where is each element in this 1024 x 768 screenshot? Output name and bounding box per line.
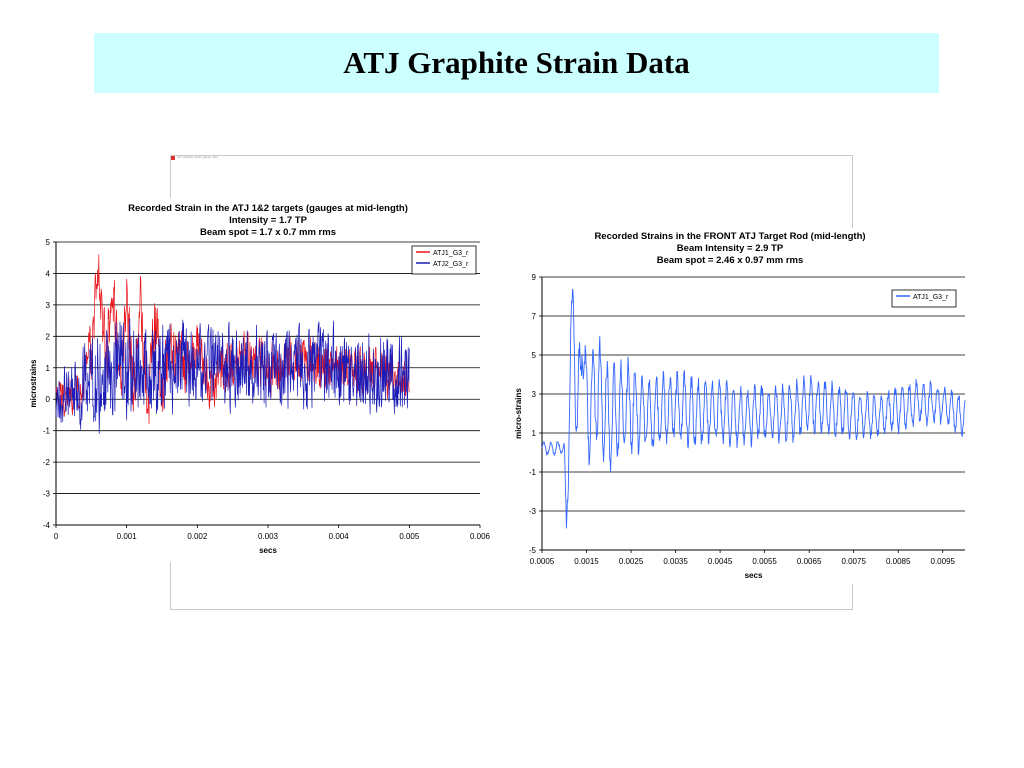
x-tick-label: 0.0065	[796, 557, 822, 566]
legend	[412, 246, 476, 274]
legend	[892, 290, 956, 307]
y-tick-label: 1	[531, 429, 536, 438]
y-tick-label: 3	[45, 300, 50, 310]
legend-label: ATJ2_G3_r	[433, 261, 469, 268]
series-line-atj1-g3-r	[542, 289, 965, 529]
legend-label: ATJ1_G3_r	[433, 250, 469, 257]
x-tick-label: 0.002	[187, 532, 208, 541]
x-tick-label: 0.0075	[841, 557, 866, 566]
x-tick-label: 0.0045	[707, 557, 733, 566]
x-tick-label: 0.001	[116, 532, 137, 541]
y-tick-label: 4	[45, 269, 50, 279]
x-tick-label: 0	[53, 532, 59, 541]
y-tick-label: -1	[528, 468, 536, 477]
chart-title-line: Recorded Strains in the FRONT ATJ Target Rod (mid-length)	[594, 231, 866, 242]
chart-title-line: Beam spot = 1.7 x 0.7 mm rms	[200, 227, 336, 238]
x-tick-label: 0.0055	[752, 557, 777, 566]
y-tick-label: -3	[528, 507, 536, 516]
x-tick-label: 0.0095	[930, 557, 955, 566]
embedded-object-icon	[171, 156, 175, 160]
x-tick-label: 0.004	[328, 532, 349, 541]
x-axis-label: secs	[744, 571, 763, 580]
x-tick-label: 0.0035	[663, 557, 688, 566]
x-tick-label: 0.005	[399, 532, 420, 541]
x-tick-label: 0.0005	[529, 557, 555, 566]
embedded-object-caption: ATJ graphite strain gauge data	[177, 155, 218, 159]
slide-title: ATJ Graphite Strain Data	[343, 45, 690, 80]
y-axis-label: micro-strains	[514, 388, 523, 439]
x-tick-label: 0.006	[469, 532, 491, 541]
y-tick-label: 7	[531, 312, 536, 321]
y-axis-label: microstrains	[29, 359, 38, 408]
chart-title-line: Recorded Strain in the ATJ 1&2 targets (gauges at mid-length)	[128, 203, 408, 214]
chart-right-panel	[510, 228, 972, 584]
y-tick-label: 2	[45, 332, 50, 342]
y-tick-label: 5	[45, 238, 50, 247]
legend-label: ATJ1_G3_r	[913, 294, 949, 301]
y-tick-label: -2	[42, 458, 50, 468]
title-banner	[94, 33, 939, 93]
x-tick-label: 0.0025	[618, 557, 644, 566]
y-tick-label: -4	[42, 521, 50, 530]
chart-title-line: Intensity = 1.7 TP	[229, 215, 307, 226]
chart-title-line: Beam spot = 2.46 x 0.97 mm rms	[656, 255, 804, 266]
chart-left-panel	[28, 198, 498, 562]
y-tick-label: 3	[531, 390, 536, 399]
y-tick-label: 1	[45, 363, 50, 373]
x-tick-label: 0.0085	[885, 557, 911, 566]
x-tick-label: 0.0015	[574, 557, 599, 566]
x-axis-label: secs	[259, 546, 277, 555]
chart-title-line: Beam Intensity = 2.9 TP	[676, 243, 784, 254]
y-tick-label: 5	[531, 351, 536, 360]
chart-right	[510, 228, 972, 584]
y-tick-label: -1	[42, 426, 50, 436]
y-tick-label: 0	[45, 395, 50, 405]
y-tick-label: -3	[42, 489, 50, 499]
y-tick-label: 9	[531, 273, 536, 282]
x-tick-label: 0.003	[257, 532, 279, 541]
y-tick-label: -5	[528, 546, 536, 555]
chart-left	[28, 198, 498, 562]
